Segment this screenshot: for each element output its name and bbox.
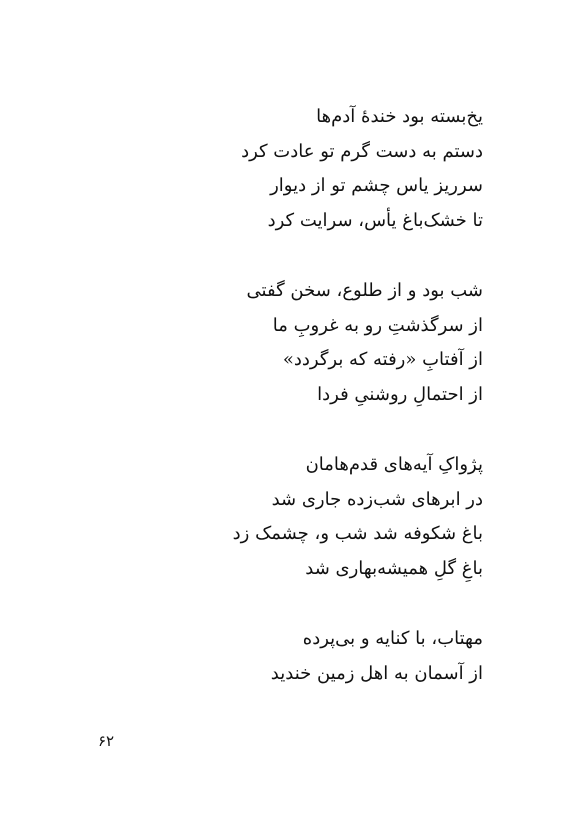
poem-line: از آسمان به اهل زمین خندید [270,662,483,684]
stanza-2 [83,274,483,412]
stanza-4 [83,622,483,691]
poem-line: از احتمالِ روشنیِ فردا [317,383,483,405]
poem-line: دستم به دست گرم تو عادت کرد [241,140,483,162]
poem-line: شب بود و از طلوع، سخن گفتی [246,280,483,301]
poem-line: یخ‌بسته بود خندهٔ آدم‌ها [316,106,483,127]
poem-line: پژواکِ آیه‌های قدم‌هامان [305,454,483,475]
page-number: ۶۲ [98,732,115,750]
poem-line: در ابرهای شب‌زده جاری شد [271,488,483,510]
poem-line: باغ شکوفه شد شب و، چشمک زد [232,523,483,544]
stanza-1 [83,100,483,238]
poem [83,100,483,727]
poem-line: از آفتابِ «رفته که برگردد» [282,349,483,370]
poem-line: از سرگذشتِ رو به غروبِ ما [272,314,483,336]
poem-line: باغِ گلِ همیشه‌بهاری شد [305,557,483,579]
poem-line: سرریز یاس چشم تو از دیوار [270,175,483,196]
poem-line: مهتاب، با کنایه و بی‌پرده [302,628,483,649]
poem-line: تا خشک‌باغ یأس، سرایت کرد [267,209,483,231]
stanza-3 [83,448,483,586]
